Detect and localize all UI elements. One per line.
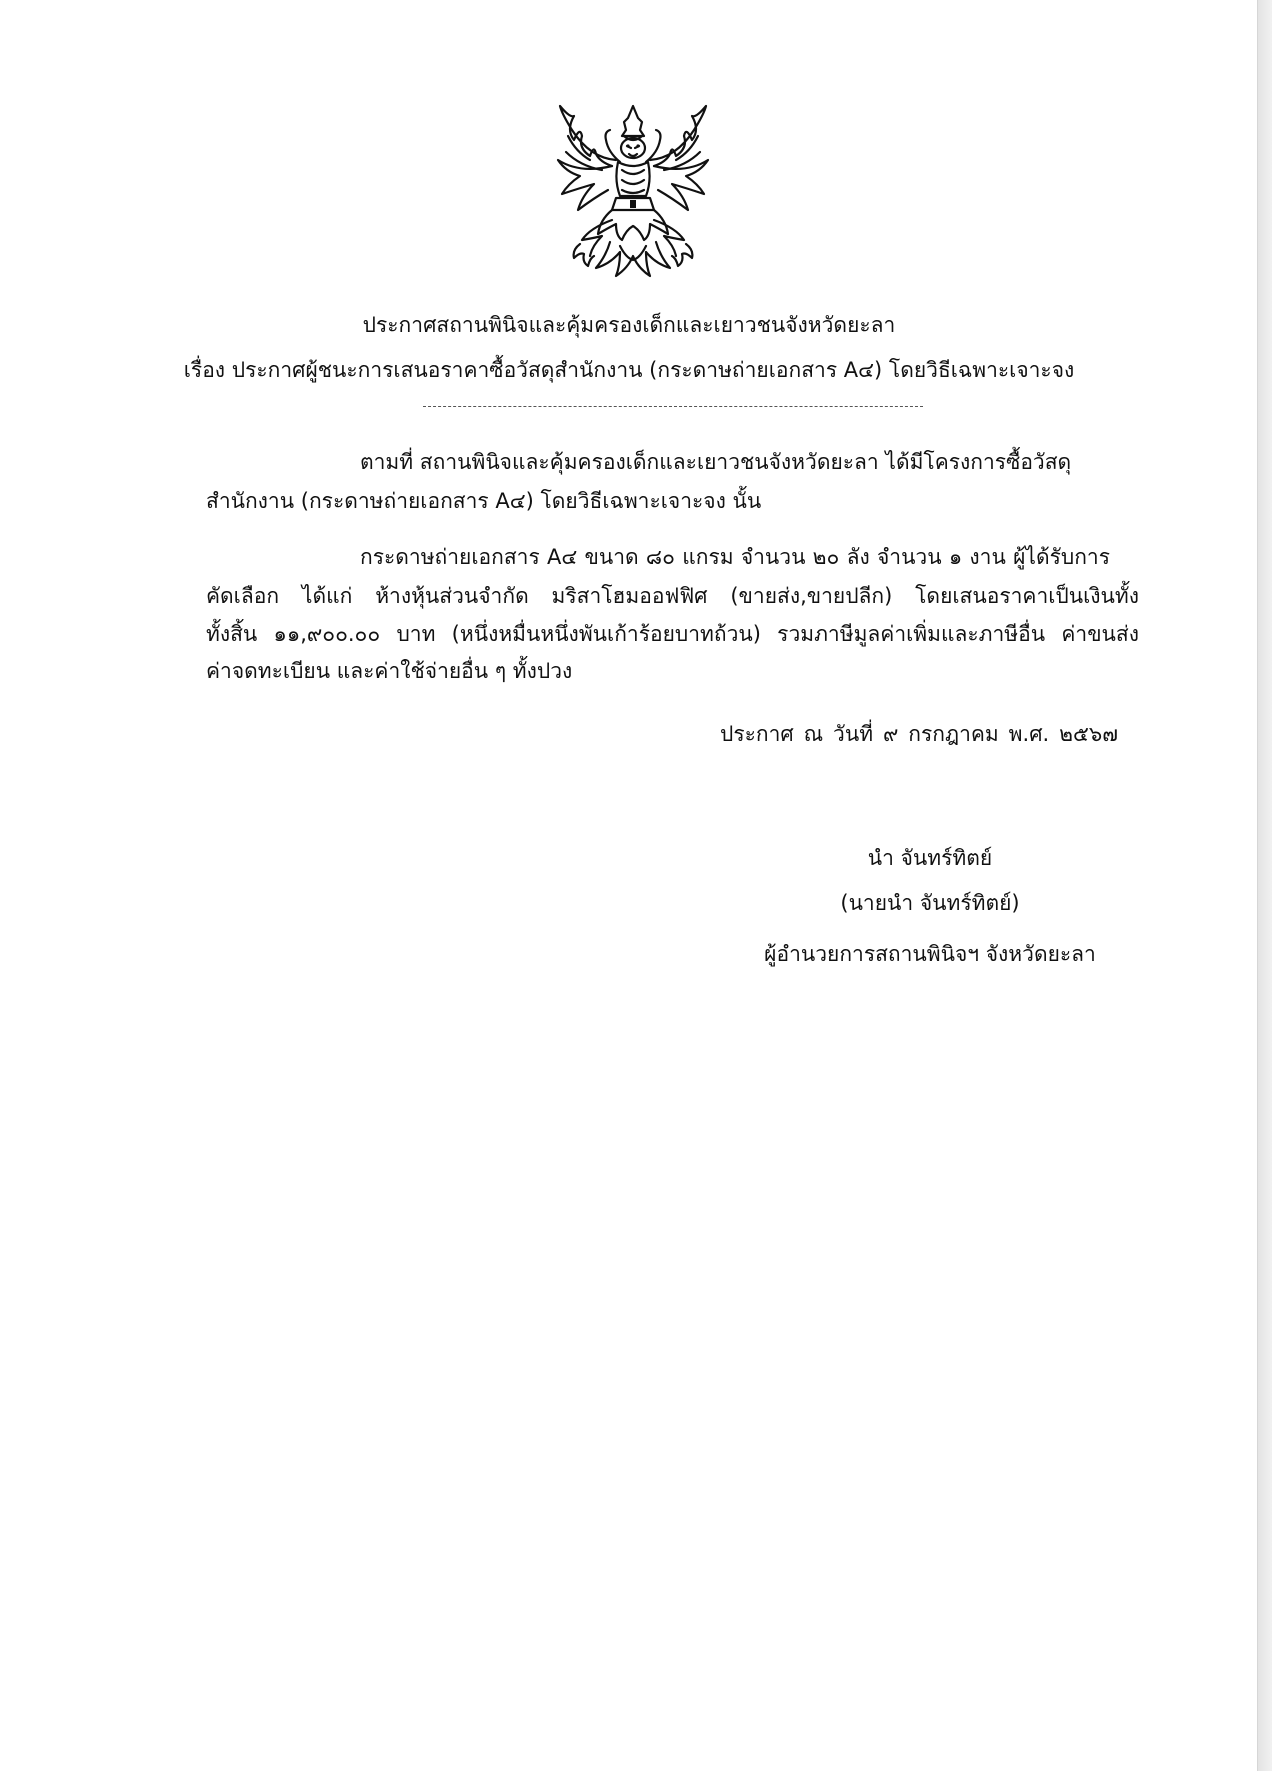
garuda-emblem-icon [550, 100, 716, 280]
signatory-full-name: (นายนำ จันทร์ทิตย์) [840, 891, 1020, 915]
signatory-position: ผู้อำนวยการสถานพินิจฯ จังหวัดยะลา [764, 942, 1096, 966]
paragraph2-line4: ค่าจดทะเบียน และค่าใช้จ่ายอื่น ๆ ทั้งปวง [206, 659, 573, 683]
signature-handwritten-name: นำ จันทร์ทิตย์ [867, 846, 993, 870]
announcement-date: ประกาศ ณ วันที่ ๙ กรกฎาคม พ.ศ. ๒๕๖๗ [720, 722, 1118, 746]
paragraph1-line1: ตามที่ สถานพินิจและคุ้มครองเด็กและเยาวชนจังหวัดยะลา ได้มีโครงการซื้อวัสดุ [360, 450, 1072, 474]
paragraph2-line1: กระดาษถ่ายเอกสาร A๔ ขนาด ๘๐ แกรม จำนวน ๒๐ ลัง จำนวน ๑ งาน ผู้ได้รับการ [360, 545, 1110, 569]
announcement-subject: เรื่อง ประกาศผู้ชนะการเสนอราคาซื้อวัสดุสำนักงาน (กระดาษถ่ายเอกสาร A๔) โดยวิธีเฉพาะเจาะจง [183, 358, 1075, 382]
paragraph2-line2: คัดเลือก ได้แก่ ห้างหุ้นส่วนจำกัด มริสาโฮมออฟฟิศ (ขายส่ง,ขายปลีก) โดยเสนอราคาเป็นเงินทั้ง [206, 584, 1139, 608]
paragraph2-line3: ทั้งสิ้น ๑๑,๙๐๐.๐๐ บาท (หนึ่งหมื่นหนึ่งพันเก้าร้อยบาทถ้วน) รวมภาษีมูลค่าเพิ่มและภาษีอื่น ค่าขนส่ง [206, 622, 1139, 646]
viewer-right-edge [1257, 0, 1272, 1771]
paragraph1-line2: สำนักงาน (กระดาษถ่ายเอกสาร A๔) โดยวิธีเฉพาะเจาะจง นั้น [206, 489, 762, 513]
separator-line [423, 406, 923, 407]
announcement-title: ประกาศสถานพินิจและคุ้มครองเด็กและเยาวชนจังหวัดยะลา [362, 313, 896, 337]
